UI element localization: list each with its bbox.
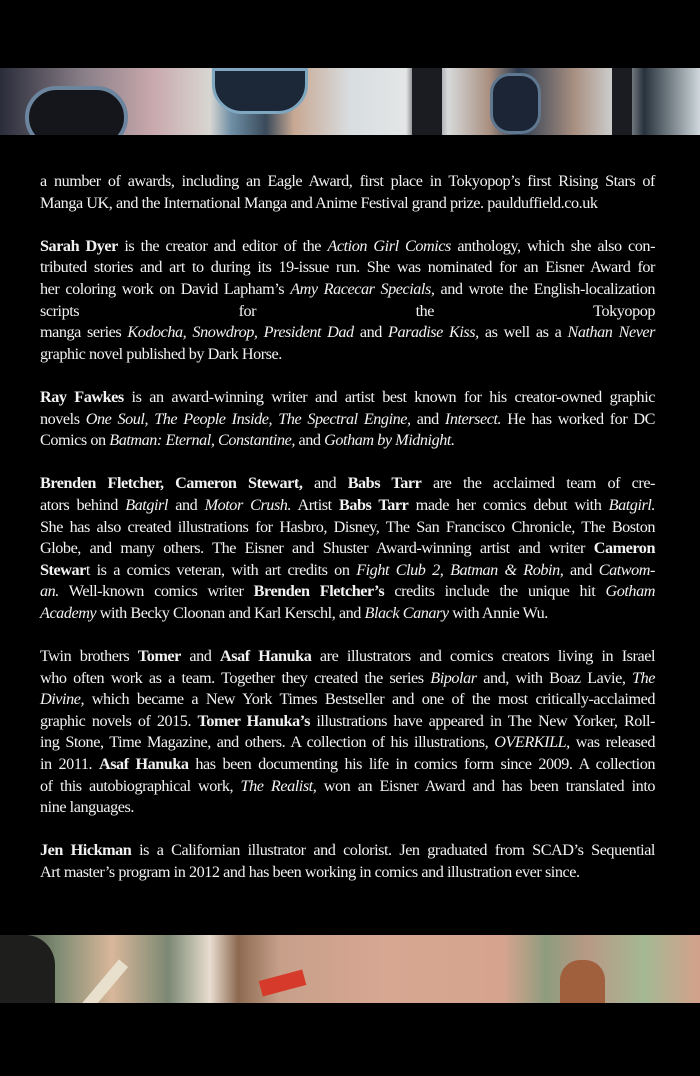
text-line	[40, 387, 655, 409]
red-scarf	[259, 969, 307, 996]
text-run: and	[294, 431, 325, 450]
sword	[74, 959, 128, 1003]
text-run: manga series	[40, 323, 128, 342]
text-run: Twin brothers	[40, 647, 138, 666]
text-run: are the acclaimed team of cre-	[421, 474, 655, 493]
window-frame	[412, 68, 442, 135]
title-italic: Motor Crush.	[204, 495, 292, 514]
text-run: in 2011.	[40, 755, 99, 774]
title-italic: Action Girl Comics	[327, 236, 451, 255]
title-italic: Academy	[40, 603, 97, 622]
hooded-figure	[560, 960, 605, 1003]
name-bold: Asaf Hanuka	[98, 755, 189, 774]
text-line	[40, 668, 655, 690]
bio-paragraph	[40, 473, 655, 624]
figure-silhouette	[0, 935, 55, 1003]
name-bold: Sarah Dyer	[40, 236, 118, 255]
text-line	[40, 646, 655, 668]
text-line	[40, 322, 655, 344]
name-bold: Ray Fawkes	[40, 387, 124, 406]
title-italic: OVERKILL,	[494, 733, 570, 752]
text-run: scripts for the Tokyopop	[40, 301, 655, 320]
text-run: He has worked for DC	[501, 409, 656, 428]
text-run: and	[353, 323, 389, 342]
text-run: Well-known comics writer	[58, 582, 254, 601]
text-line	[40, 301, 655, 323]
title-italic: The Realist,	[240, 776, 317, 795]
text-run: is a Californian illustrator and colorist. Jen graduated from SCAD’s Sequential	[131, 841, 655, 860]
text-line	[40, 689, 655, 711]
title-italic: Kodocha, Snowdrop, President Dad	[127, 323, 354, 342]
title-italic: Catwom-	[598, 560, 655, 579]
text-line	[40, 797, 655, 819]
text-line	[40, 603, 655, 625]
text-run: and wrote the English-localization	[434, 279, 655, 298]
text-line	[40, 193, 655, 215]
title-italic: Bipolar	[430, 668, 477, 687]
bio-paragraph	[40, 840, 655, 883]
text-run: of this autobiographical work,	[40, 776, 241, 795]
title-italic: Gotham by Midnight.	[324, 431, 455, 450]
text-line	[40, 517, 655, 539]
name-bold: Cameron	[593, 539, 655, 558]
name-bold: Babs Tarr	[347, 474, 422, 493]
text-run: and	[410, 409, 445, 428]
text-line	[40, 862, 655, 884]
title-italic: Batgirl.	[608, 495, 655, 514]
name-bold: Brenden Fletcher’s	[253, 582, 385, 601]
text-run: graphic novels of 2015.	[40, 711, 198, 730]
text-line	[40, 581, 655, 603]
title-italic: Black Canary	[364, 603, 449, 622]
text-line	[40, 495, 655, 517]
text-line	[40, 711, 655, 733]
text-run: and	[563, 560, 599, 579]
title-italic: Batgirl	[125, 495, 168, 514]
headset-earcup	[490, 73, 541, 134]
text-line	[40, 236, 655, 258]
text-run: a number of awards, including an Eagle Award, first place in Tokyopop’s first Rising Stars of	[40, 172, 655, 190]
text-line	[40, 473, 655, 495]
text-run: who often work as a team. Together they created the series	[40, 668, 431, 687]
text-run: Globe, and many others. The Eisner and Shuster Award-winning artist and writer	[40, 539, 594, 558]
text-run: t is a comics veteran, with art credits on	[85, 560, 357, 579]
title-italic: Amy Racecar Specials,	[290, 279, 435, 298]
comic-panel-illustration-bottom	[0, 935, 700, 1003]
text-line	[40, 430, 655, 452]
text-run: and	[302, 474, 348, 493]
window-frame	[612, 68, 632, 135]
text-line	[40, 257, 655, 279]
text-run: tributed stories and art to during its 19-issue run. She was nominated for an Eisner Award for	[40, 258, 655, 277]
name-bold: Brenden Fletcher, Cameron Stewart,	[40, 474, 303, 493]
text-line	[40, 538, 655, 560]
text-run: illustrations have appeared in The New Yorker, Roll-	[309, 711, 655, 730]
title-italic: The	[632, 668, 655, 687]
text-line	[40, 560, 655, 582]
bio-paragraph	[40, 171, 655, 214]
text-run: and, with Boaz Lavie,	[476, 668, 633, 687]
text-line	[40, 409, 655, 431]
text-run: with Becky Cloonan and Karl Kerschl, and	[96, 603, 365, 622]
text-run: novels	[40, 409, 86, 428]
text-run: made her comics debut with	[408, 495, 609, 514]
name-bold: Stewar	[40, 560, 86, 579]
name-bold: Tomer	[137, 647, 181, 666]
name-bold: Babs Tarr	[338, 495, 409, 514]
bio-paragraph	[40, 387, 655, 452]
text-run: Artist	[291, 495, 339, 514]
text-run: Comics on	[40, 431, 110, 450]
text-run: She has also created illustrations for Hasbro, Disney, The San Francisco Chronicle, The Boston	[40, 517, 655, 536]
title-italic: Batman: Eternal, Constantine,	[109, 431, 295, 450]
bio-paragraph	[40, 646, 655, 819]
text-line	[40, 344, 655, 366]
text-run: ators behind	[40, 495, 126, 514]
headset-earcup	[25, 86, 128, 135]
text-run: and	[180, 647, 221, 666]
title-italic: Paradise Kiss,	[388, 323, 479, 342]
text-line	[40, 171, 655, 193]
text-run: nine languages.	[40, 798, 134, 817]
name-bold: Jen Hickman	[40, 841, 132, 860]
text-line	[40, 732, 655, 754]
title-italic: Gotham	[605, 582, 655, 601]
bio-paragraph	[40, 236, 655, 366]
text-run: has been documenting his life in comics form since 2009. A collection	[188, 755, 655, 774]
name-bold: Tomer Hanuka’s	[197, 711, 310, 730]
text-run: which became a New York Times Bestseller and one of the most critically-acclaimed	[84, 690, 655, 709]
text-run: is an award-winning writer and artist best known for his creator-owned graphic	[123, 387, 655, 406]
text-run: was released	[569, 733, 655, 752]
text-line	[40, 776, 655, 798]
title-italic: Intersect.	[444, 409, 502, 428]
text-run: graphic novel published by Dark Horse.	[40, 344, 282, 363]
title-italic: Fight Club 2, Batman & Robin,	[356, 560, 564, 579]
comic-panel-illustration-top	[0, 68, 700, 135]
text-run: as well as a	[478, 323, 568, 342]
title-italic: Nathan Never	[567, 323, 656, 342]
text-line	[40, 840, 655, 862]
text-run: anthology, which she also con-	[450, 236, 656, 255]
text-run: and	[167, 495, 205, 514]
text-run: credits include the unique hit	[384, 582, 606, 601]
text-run: her coloring work on David Lapham’s	[40, 279, 291, 298]
text-run: won an Eisner Award and has been translated into	[316, 776, 656, 795]
text-run: ing Stone, Time Magazine, and others. A collection of his illustrations,	[40, 733, 495, 752]
title-italic: One Soul, The People Inside, The Spectral Engine,	[85, 409, 411, 428]
text-run: with Annie Wu.	[448, 603, 548, 622]
text-line	[40, 754, 655, 776]
text-run: is the creator and editor of the	[117, 236, 328, 255]
text-run: Art master’s program in 2012 and has been working in comics and illustration ever since.	[40, 863, 580, 881]
text-run: are illustrators and comics creators living in Israel	[311, 647, 655, 666]
text-run: Manga UK, and the International Manga and Anime Festival grand prize. paulduffield.co.uk	[40, 193, 598, 212]
helmet	[212, 68, 308, 114]
name-bold: Asaf Hanuka	[220, 647, 312, 666]
title-italic: an.	[40, 582, 59, 601]
title-italic: Divine,	[40, 690, 85, 709]
contributor-bios	[40, 171, 655, 905]
text-line	[40, 279, 655, 301]
